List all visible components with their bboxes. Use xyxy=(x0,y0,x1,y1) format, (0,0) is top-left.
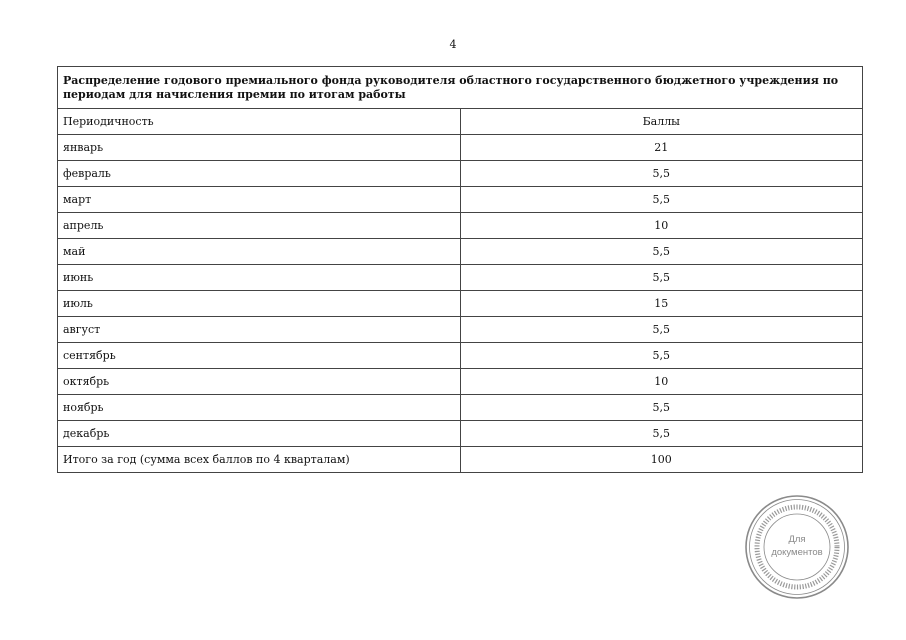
header-period: Периодичность xyxy=(58,109,461,135)
row-period: декабрь xyxy=(58,421,461,447)
table-row xyxy=(58,187,863,213)
table-row xyxy=(58,421,863,447)
row-period: апрель xyxy=(58,213,461,239)
table-row xyxy=(58,395,863,421)
row-score: 5,5 xyxy=(460,239,863,265)
table-row xyxy=(58,343,863,369)
table-title-row xyxy=(58,67,863,109)
row-period: январь xyxy=(58,135,461,161)
row-period: ноябрь xyxy=(58,395,461,421)
row-score: 10 xyxy=(460,213,863,239)
stamp-seal-icon xyxy=(744,494,850,600)
total-label: Итого за год (сумма всех баллов по 4 кварталам) xyxy=(58,447,461,473)
table-row xyxy=(58,161,863,187)
row-period: март xyxy=(58,187,461,213)
table-row xyxy=(58,291,863,317)
row-period: июль xyxy=(58,291,461,317)
row-period: май xyxy=(58,239,461,265)
row-score: 5,5 xyxy=(460,395,863,421)
total-score: 100 xyxy=(460,447,863,473)
row-period: октябрь xyxy=(58,369,461,395)
row-period: июнь xyxy=(58,265,461,291)
row-score: 5,5 xyxy=(460,187,863,213)
table-row xyxy=(58,135,863,161)
page-number: 4 xyxy=(449,38,457,51)
row-score: 5,5 xyxy=(460,317,863,343)
row-score: 5,5 xyxy=(460,265,863,291)
row-period: август xyxy=(58,317,461,343)
row-period: сентябрь xyxy=(58,343,461,369)
table-row xyxy=(58,265,863,291)
header-score: Баллы xyxy=(460,109,863,135)
row-score: 5,5 xyxy=(460,421,863,447)
table-row xyxy=(58,369,863,395)
table-title: Распределение годового премиального фонда руководителя областного государственного бюджетного учреждения по периодам для начисления премии по итогам работы xyxy=(58,67,863,109)
row-score: 5,5 xyxy=(460,161,863,187)
bonus-distribution-table xyxy=(57,66,863,473)
row-period: февраль xyxy=(58,161,461,187)
table-header-row xyxy=(58,109,863,135)
table-row xyxy=(58,213,863,239)
row-score: 10 xyxy=(460,369,863,395)
table-total-row xyxy=(58,447,863,473)
stamp-text-line1: Для xyxy=(788,534,806,545)
stamp-text-line2: документов xyxy=(771,547,823,558)
row-score: 21 xyxy=(460,135,863,161)
table-row xyxy=(58,239,863,265)
table-row xyxy=(58,317,863,343)
row-score: 5,5 xyxy=(460,343,863,369)
row-score: 15 xyxy=(460,291,863,317)
